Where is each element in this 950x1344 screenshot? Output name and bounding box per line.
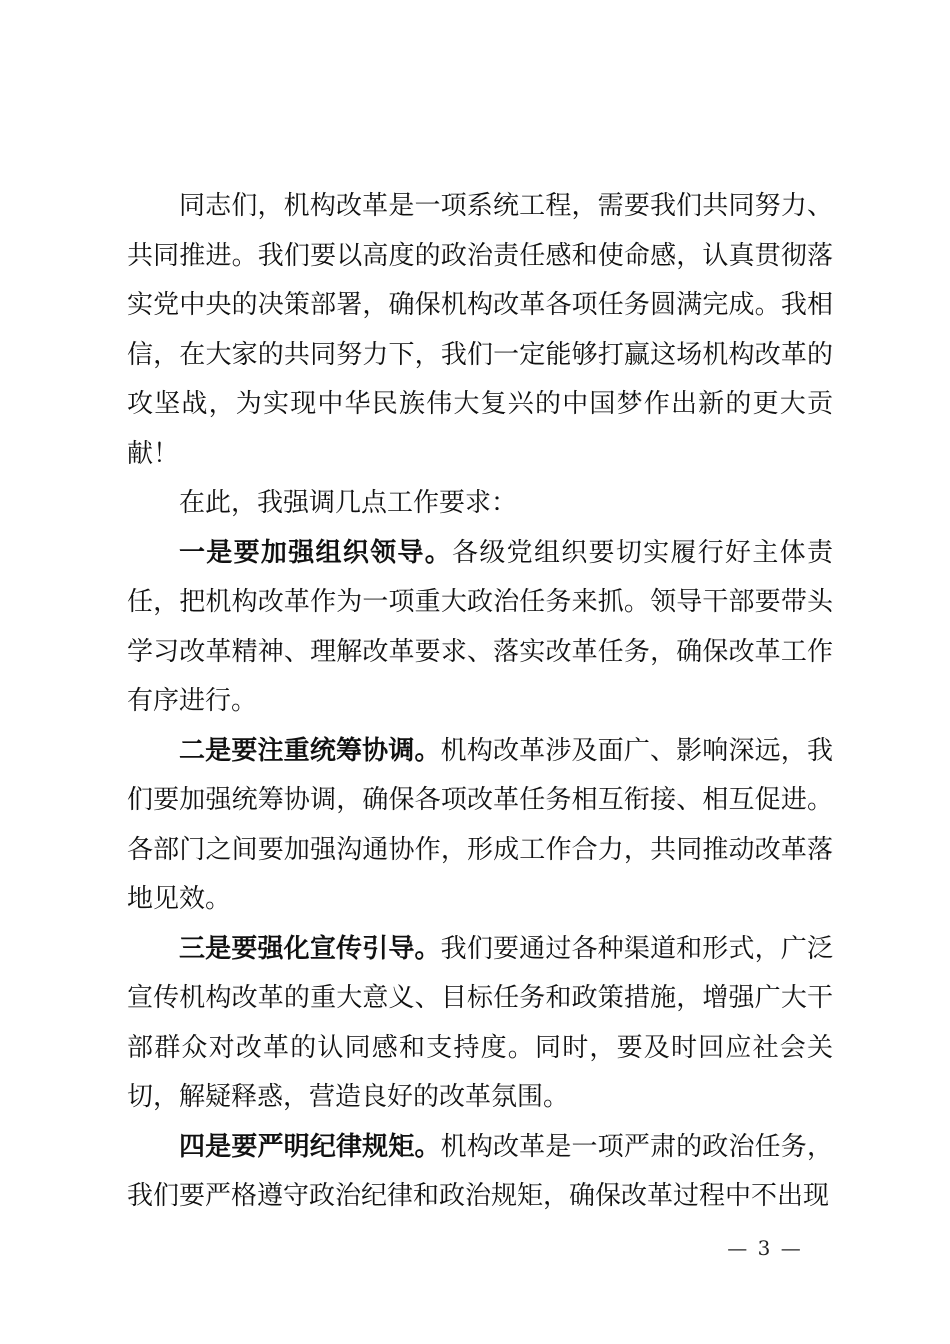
paragraph-lead: 二是要注重统筹协调。: [179, 735, 441, 766]
paragraph-lead: 三是要强化宣传引导。: [179, 933, 441, 964]
paragraph-requirement-2: [127, 727, 833, 925]
paragraph-requirement-3: [127, 925, 833, 1123]
paragraph-text: 同志们，机构改革是一项系统工程，需要我们共同努力、共同推进。我们要以高度的政治责任感和使命感，认真贯彻落实党中央的决策部署，确保机构改革各项任务圆满完成。我相信，在大家的共同努力下，我们一定能够打赢这场机构改革的攻坚战，为实现中华民族伟大复兴的中国梦作出新的更大贡献！: [127, 191, 833, 469]
paragraph-text: 在此，我强调几点工作要求：: [179, 488, 518, 518]
paragraph-closing-remarks: [127, 182, 833, 479]
document-body: [127, 182, 833, 1222]
page-number: — 3 —: [727, 1236, 803, 1260]
paragraph-requirements-intro: [127, 479, 833, 529]
paragraph-text: 我们要通过各种渠道和形式，广泛宣传机构改革的重大意义、目标任务和政策措施，增强广大干部群众对改革的认同感和支持度。同时，要及时回应社会关切，解疑释惑，营造良好的改革氛围。: [127, 933, 833, 1112]
paragraph-text: 各级党组织要切实履行好主体责任，把机构改革作为一项重大政治任务来抓。领导干部要带头学习改革精神、理解改革要求、落实改革任务，确保改革工作有序进行。: [127, 537, 833, 716]
paragraph-text: 机构改革涉及面广、影响深远，我们要加强统筹协调，确保各项改革任务相互衔接、相互促进。各部门之间要加强沟通协作，形成工作合力，共同推动改革落地见效。: [127, 735, 833, 914]
paragraph-lead: 一是要加强组织领导。: [179, 537, 453, 568]
paragraph-text: 机构改革是一项严肃的政治任务，我们要严格遵守政治纪律和政治规矩，确保改革过程中不出现: [127, 1131, 833, 1211]
paragraph-lead: 四是要严明纪律规矩。: [179, 1131, 441, 1162]
paragraph-requirement-4: [127, 1123, 833, 1222]
paragraph-requirement-1: [127, 529, 833, 727]
